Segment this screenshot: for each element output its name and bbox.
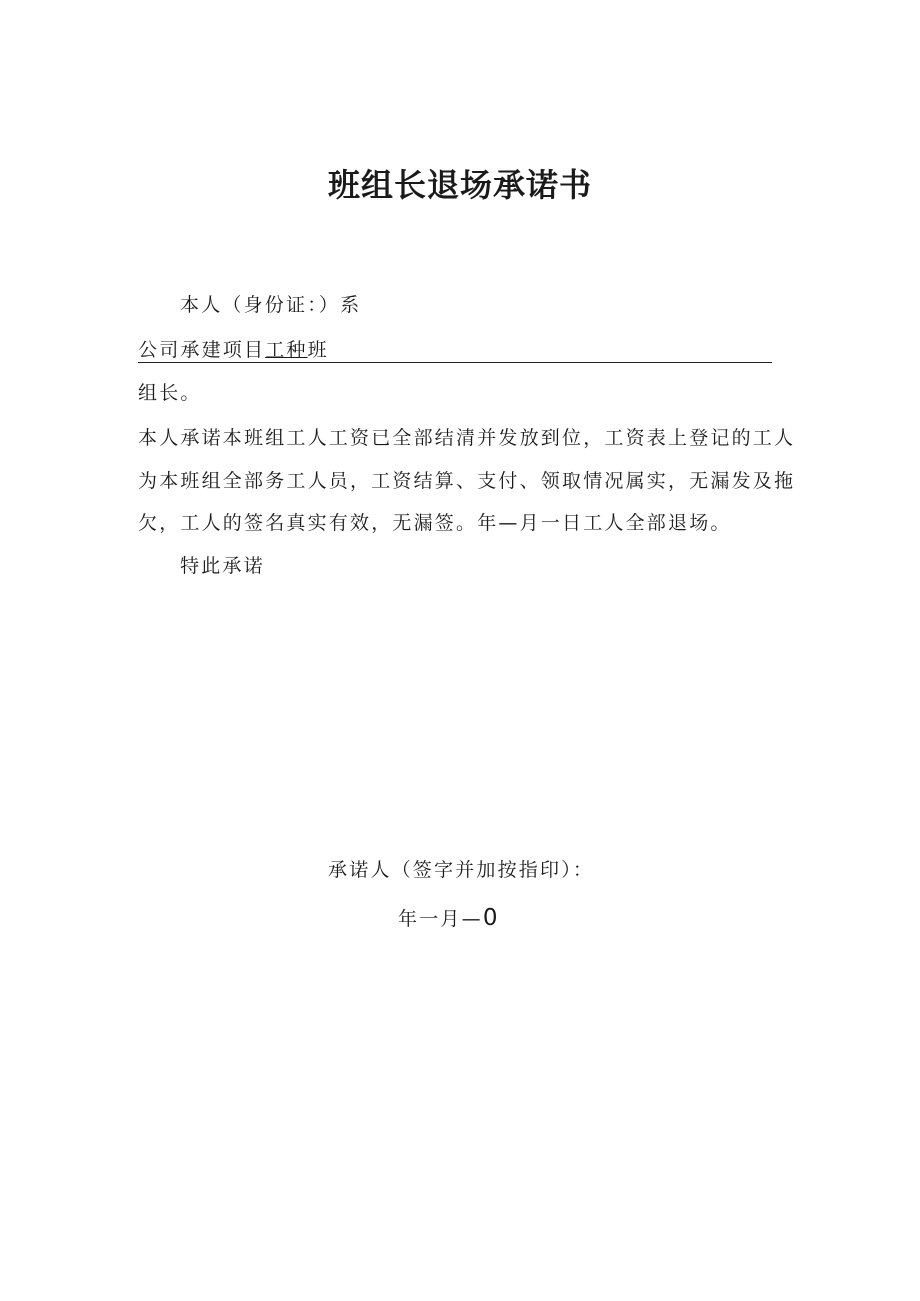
signature-label: 承诺人（签字并加按指印）： <box>328 859 595 881</box>
project-line <box>138 335 329 362</box>
date-tail: 0 <box>482 905 498 931</box>
work-type-blank: 工种 <box>265 339 308 361</box>
project-line-prefix: 公司承建项目 <box>138 339 266 361</box>
fill-in-rule <box>138 362 772 363</box>
identity-line: 本人（身份证：）系 <box>180 294 362 316</box>
document-title: 班组长退场承诺书 <box>327 166 592 204</box>
project-line-suffix: 班 <box>307 339 329 361</box>
date-text: 年一月— <box>398 908 483 930</box>
commitment-paragraph-line-1: 本人承诺本班组工人工资已全部结清并发放到位，工资表上登记的工人 <box>138 427 796 449</box>
commitment-paragraph-line-3: 欠，工人的签名真实有效，无漏签。年—月一日工人全部退场。 <box>138 512 732 534</box>
closing-statement: 特此承诺 <box>180 555 265 577</box>
role-line: 组长。 <box>138 382 202 404</box>
signature-date <box>398 904 497 931</box>
commitment-paragraph-line-2: 为本班组全部务工人员，工资结算、支付、领取情况属实，无漏发及拖 <box>138 470 796 492</box>
